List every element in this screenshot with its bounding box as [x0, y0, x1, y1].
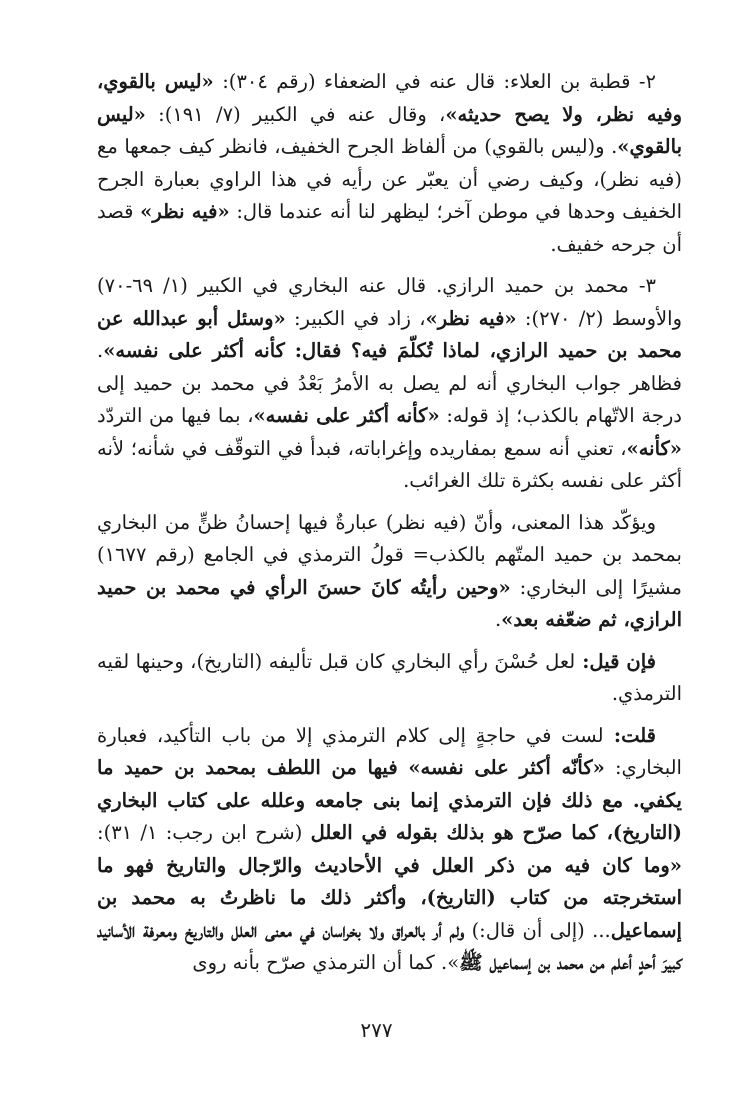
text-segment: ». كما أن الترمذي صرّح بأنه روى	[192, 951, 460, 974]
bold-text-segment: «ليس بالقوي»	[97, 102, 682, 158]
text-segment: لعل حُسْنَ رأي البخاري كان قبل تأليفه (التاريخ)، وحينها لقيه الترمذي.	[97, 649, 682, 705]
text-segment: ٣- محمد بن حميد الرازي. قال عنه البخاري في الكبير (١/ ٦٩-٧٠) والأوسط (٢/ ٢٧٠):	[97, 274, 683, 330]
text-segment: قصد أن جرحه خفيف.	[97, 200, 682, 256]
text-segment: ٢- قطبة بن العلاء: قال عنه في الضعفاء (رقم ٣٠٤):	[213, 70, 656, 93]
paragraph	[97, 66, 682, 261]
text-segment: ، بما فيها من التردّد	[97, 404, 254, 427]
bold-text-segment: «وما كان فيه من ذكر العلل في الأحاديث والرّجال والتاريخ فهو ما استخرجته من كتاب (التاريخ)، وأكثر ذلك ما ناظرتُ به محمد بن إسماعيل	[97, 853, 682, 942]
bold-text-segment: «كأنه أكثر على نفسه»	[253, 404, 440, 427]
text-segment: ويؤكّد هذا المعنى، وأنّ (فيه نظر) عبارةٌ فيها إحسانُ ظنٍّ من البخاري بمحمد بن حميد المتّهم بالكذب= قولُ الترمذي في الجامع (رقم ١٦٧٧) مشيرًا إلى البخاري:	[97, 510, 682, 599]
bold-text-segment: قلت:	[603, 723, 656, 747]
bold-text-segment: «ليس بالقوي، وفيه نظر، ولا يصح حديثه»	[97, 70, 682, 126]
bold-text-segment: «كأنه»	[626, 436, 682, 460]
paragraph	[97, 646, 682, 711]
bold-text-segment: «وحين رأيتُه كانَ حسنَ الرأي في محمد بن حميد الرازي، ثم ضعّفه بعد»	[97, 575, 682, 631]
bold-text-segment: «فيه نظر»	[140, 200, 230, 223]
paragraph	[97, 270, 682, 498]
page-body	[97, 66, 682, 989]
text-segment: ، زاد في الكبير:	[285, 306, 426, 330]
text-segment: ... (إلى أن قال:)	[464, 918, 611, 942]
bold-text-segment: «كأنّه أكثر على نفسه» فيها من اللطف بمحمد بن حميد ما يكفي. مع ذلك فإن الترمذي إنما بنى جامعه وعلله على كتاب البخاري (التاريخ)، كما صرّح هو بذلك بقوله في العلل	[97, 756, 682, 844]
bold-text-segment: «وسئل أبو عبدالله عن محمد بن حميد الرازي، لماذا تُكلّمَ فيه؟ فقال: كأنه أكثر على نفسه»	[97, 306, 682, 362]
text-segment: ، تعني أنه سمع بمفاريده وإغراباته، فبدأ في التوقّف في شأنه؛ لأنه أكثر على نفسه بكثرة تلك الغرائب.	[97, 436, 682, 492]
text-segment: . و(ليس بالقوي) من ألفاظ الجرح الخفيف، فانظر كيف جمعها مع (فيه نظر)، وكيف رضي أن يعبّر عن رأيه في هذا الراوي بعبارة الجرح الخفيف وحدها في موطن آخر؛ ليظهر لنا أنه عندما قال:	[97, 135, 682, 223]
text-segment: ، وقال عنه في الكبير (٧/ ١٩١):	[145, 102, 446, 126]
paragraph	[97, 507, 682, 637]
bold-text-segment: «فيه نظر»	[425, 306, 517, 330]
bold-text-segment: ولم أر بالعراق ولا بخراسان في معنى العلل والتاريخ ومعرفة الأسانيد كبيرَ أحدٍ أعلم من محمد بن إسماعيل ﷺ	[97, 918, 682, 974]
bold-text-segment: فإن قيل:	[575, 649, 656, 673]
text-segment: .	[494, 608, 502, 631]
text-segment: . فظاهر جواب البخاري أنه لم يصل به الأمرُ بَعْدُ في محمد بن حميد إلى درجة الاتّهام بالكذب؛ إذ قوله:	[97, 339, 682, 427]
text-segment: لست في حاجةٍ إلى كلام الترمذي إلا من باب التأكيد، فعبارة البخاري:	[97, 723, 682, 779]
paragraph	[97, 720, 682, 980]
text-segment: (شرح ابن رجب: ١/ ٣١):	[97, 821, 311, 844]
page-number: ٢٧٧	[360, 1018, 393, 1042]
